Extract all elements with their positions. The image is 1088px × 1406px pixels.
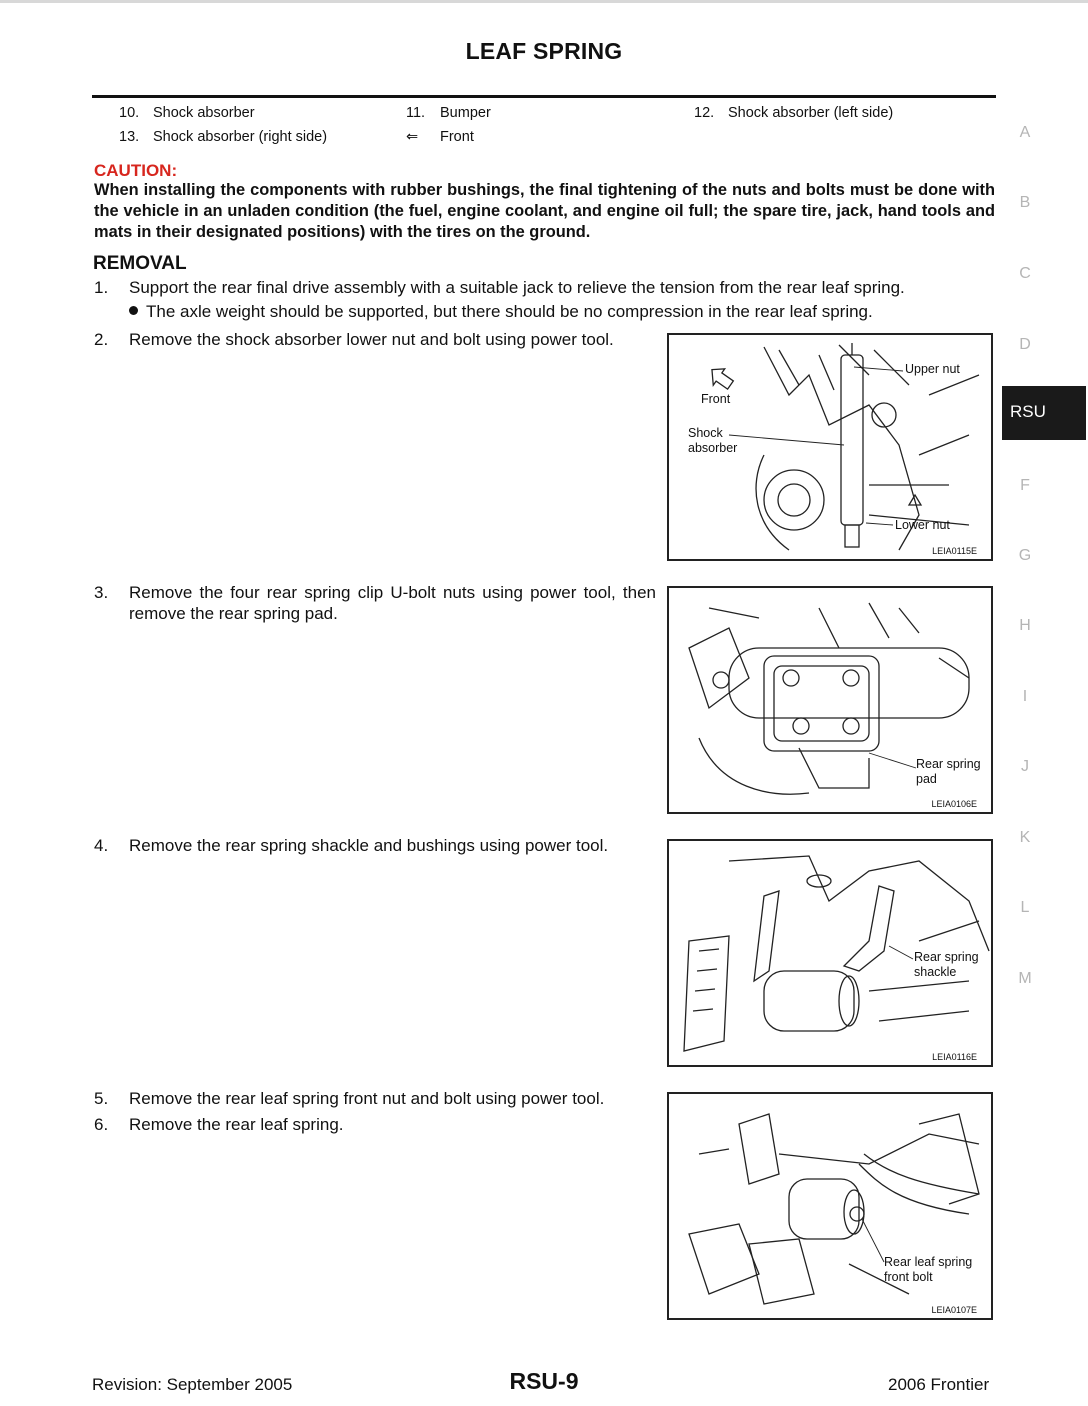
figure-code: LEIA0116E <box>932 1052 977 1062</box>
figure-rear-spring-shackle <box>667 839 993 1067</box>
tab-i[interactable]: I <box>1022 688 1028 705</box>
step-text: Support the rear final drive assembly with a suitable jack to relieve the tension from the rear leaf spring. <box>129 278 905 297</box>
tab-c[interactable]: C <box>1019 265 1031 282</box>
step-number: 1. <box>94 278 109 297</box>
tab-l[interactable]: L <box>1020 899 1030 916</box>
callout-line: Rear spring <box>916 757 981 771</box>
tab-j[interactable]: J <box>1021 758 1029 775</box>
callout-upper-nut: Upper nut <box>905 362 960 376</box>
top-border <box>0 0 1088 3</box>
bullet-item <box>129 302 873 322</box>
step-text: Remove the shock absorber lower nut and bolt using power tool. <box>129 330 614 349</box>
section-tabs <box>1002 0 1088 1000</box>
callout-rear-spring-pad <box>916 757 981 787</box>
step-text: Remove the four rear spring clip U-bolt nuts using power tool, then remove the rear spring pad. <box>129 583 656 623</box>
step-text: Remove the rear leaf spring front nut and bolt using power tool. <box>129 1089 605 1108</box>
legend-label: Shock absorber (left side) <box>728 105 894 121</box>
callout-front: Front <box>701 392 731 406</box>
step-number: 5. <box>94 1089 109 1108</box>
callout-line: shackle <box>914 965 957 979</box>
legend-item <box>406 105 491 121</box>
front-arrow-icon: ⇐ <box>406 129 419 145</box>
caution-title: CAUTION: <box>94 161 178 180</box>
legend-item <box>119 129 328 145</box>
legend-label: Front <box>440 129 474 145</box>
footer-model: 2006 Frontier <box>888 1375 990 1394</box>
step-number: 3. <box>94 583 109 602</box>
legend-label: Shock absorber <box>153 105 255 121</box>
tab-b[interactable]: B <box>1019 194 1031 211</box>
legend-label: Shock absorber (right side) <box>153 129 328 145</box>
figure-code: LEIA0115E <box>932 546 977 556</box>
caution-text: When installing the components with rubber bushings, the final tightening of the nuts and bolts must be done with the vehicle in an unladen condition (the fuel, engine coolant, and engine oil full; the spare tire, jack, hand tools and mats in their designated positions) with the tires on the ground. <box>94 181 995 241</box>
tab-g[interactable]: G <box>1018 547 1032 564</box>
callout-line: Shock <box>688 426 723 440</box>
figure-code: LEIA0106E <box>931 799 977 809</box>
legend-num: 13. <box>119 129 140 145</box>
step-number: 2. <box>94 330 109 349</box>
legend-num: 11. <box>406 105 426 121</box>
bullet-text: The axle weight should be supported, but there should be no compression in the rear leaf spring. <box>146 302 873 321</box>
callout-lower-nut: Lower nut <box>895 518 950 532</box>
tab-a[interactable]: A <box>1019 124 1031 141</box>
tab-rsu[interactable] <box>1002 386 1086 440</box>
callout-line: Rear spring <box>914 950 979 964</box>
callout-line: Rear leaf spring <box>884 1255 973 1269</box>
legend-num: 12. <box>694 105 715 121</box>
legend-num: 10. <box>119 105 140 121</box>
footer-page-number: RSU-9 <box>509 1368 579 1394</box>
step-number: 4. <box>94 836 109 855</box>
step-number: 6. <box>94 1115 109 1134</box>
legend-label: Bumper <box>440 105 491 121</box>
callout-shock-absorber <box>688 426 737 456</box>
figure-rear-leaf-spring-front-bolt <box>667 1092 993 1320</box>
page-title: LEAF SPRING <box>465 38 623 64</box>
callout-line: front bolt <box>884 1270 933 1284</box>
figure-code: LEIA0107E <box>931 1305 977 1315</box>
bullet-icon <box>129 306 138 315</box>
step-text: Remove the rear leaf spring. <box>129 1115 344 1134</box>
figure-rear-spring-pad <box>667 586 993 814</box>
tab-f[interactable]: F <box>1020 477 1030 494</box>
tab-m[interactable]: M <box>1018 970 1032 987</box>
tab-rsu-label: RSU <box>1010 402 1046 421</box>
figure-shock-absorber <box>667 333 993 561</box>
callout-line: pad <box>916 772 937 786</box>
title-rule <box>92 95 996 98</box>
tab-h[interactable]: H <box>1019 617 1031 634</box>
step-text: Remove the rear spring shackle and bushings using power tool. <box>129 836 609 855</box>
legend-item <box>694 105 894 121</box>
footer-revision: Revision: September 2005 <box>92 1375 293 1394</box>
callout-rear-spring-shackle <box>914 950 979 980</box>
tab-d[interactable]: D <box>1019 336 1031 353</box>
section-heading: REMOVAL <box>93 253 187 274</box>
callout-line: absorber <box>688 441 738 455</box>
tab-k[interactable]: K <box>1019 829 1031 846</box>
legend-item <box>406 129 474 145</box>
legend-item <box>119 105 255 121</box>
callout-rear-leaf-spring-front-bolt <box>884 1255 972 1285</box>
